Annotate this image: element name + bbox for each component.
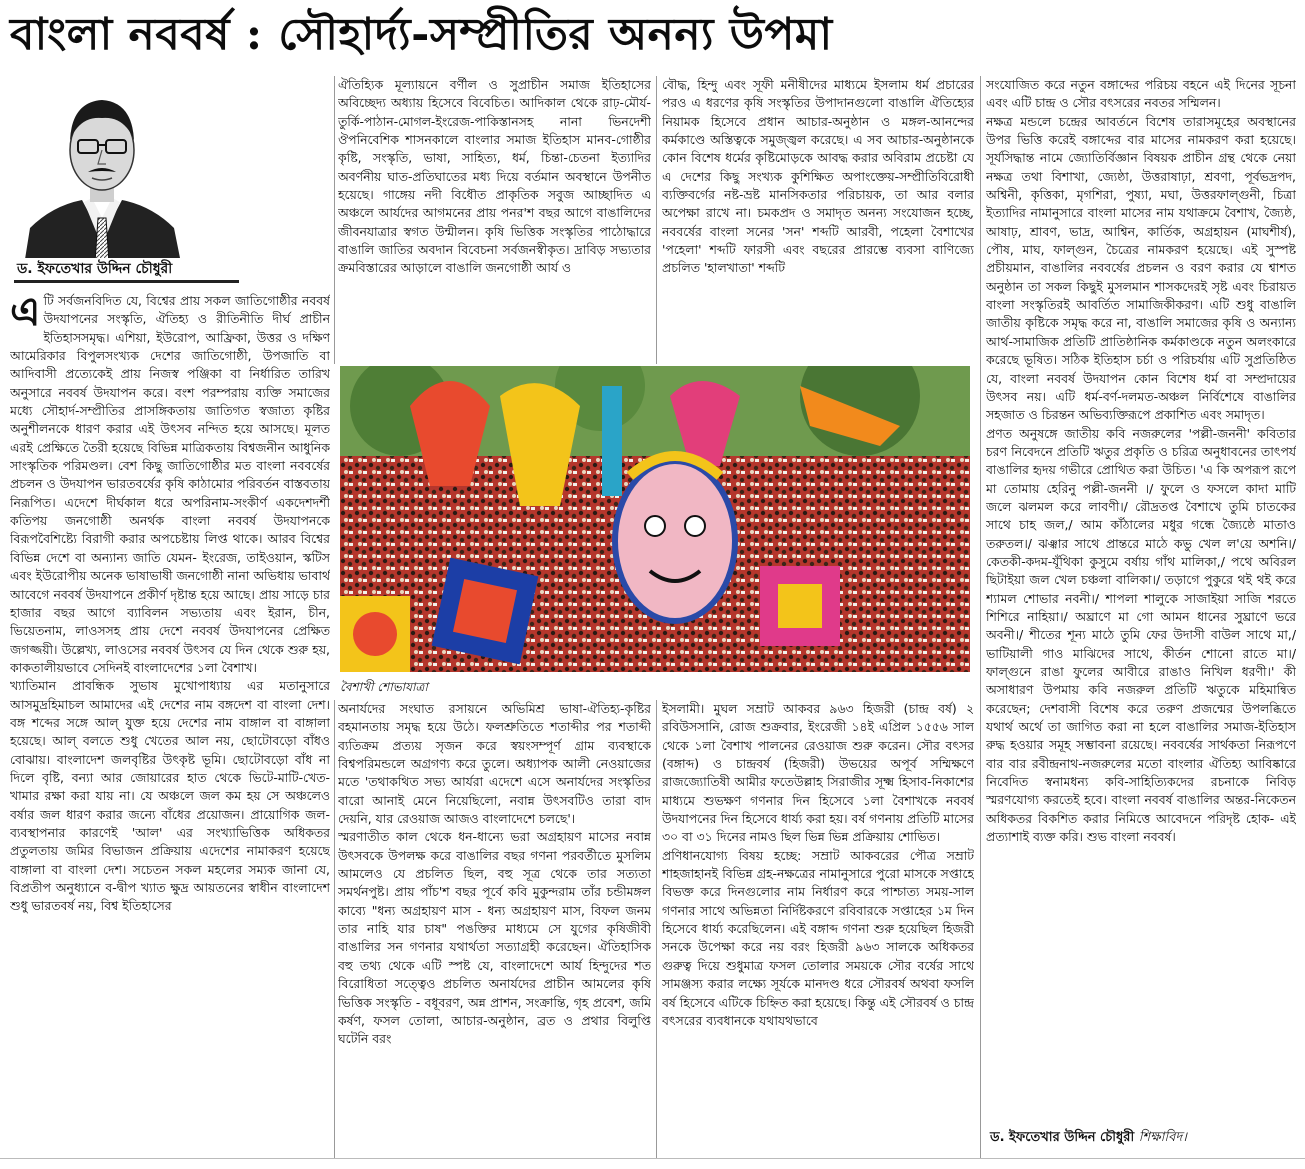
col3-top-paragraph: বৌদ্ধ, হিন্দু এবং সূফী মনীষীদের মাধ্যমে ইসলাম ধর্ম প্রচারের পরও এ ধরণের কৃষি সংস্কৃতির উপাদানগুলো বাঙালি ঐতিহ্যের নিয়ামক হিসেবে প্রধান আচার-অনুষ্ঠান ও মঙ্গল-আনন্দের কর্মকাণ্ডে অস্তিত্বকে সমুজ্জ্বল করেছে। এ সব আচার-অনুষ্ঠানকে কোন বিশেষ ধর্মের কৃষ্টিমোড়কে আবদ্ধ করার অবিরাম প্রচেষ্টা যে এ দেশের কিছু সংখ্যক কুশিক্ষিত অপাংক্তেয়-সম্প্রীতিবিরোধী ব্যক্তিবর্গের নষ্ট-ভ্রষ্ট মানসিকতার পরিচায়ক, তা আর বলার অপেক্ষা রাখে না। চমকপ্রদ ও সমাদৃত অনন্য সংযোজন হচ্ছে, নববর্ষের বাংলা সনের 'সন' শব্দটি আরবী, পহেলা বৈশাখের 'পহেলা' শব্দটি ফারসী এবং বছরের প্রারম্ভে ব্যবসা বাণিজ্যে প্রচলিত 'হালখাতা' শব্দটি: [662, 77, 974, 276]
col1-paragraph-2: খ্যাতিমান প্রাবন্ধিক সুভাষ মুখোপাধ্যায় এর মতানুসারে আসমুদ্রহিমাচল আমাদের এই দেশের নাম বঙ্গদেশ বা বাংলা দেশ। বঙ্গ শব্দের সঙ্গে আল্ যুক্ত হয়ে দেশের নাম বাঙ্গাল বা বাঙ্গালা হয়েছে। আল্ বলতে শুধু খেতের আল নয়, ছোটোবড়ো বাঁধও বোঝায়। বাংলাদেশ জলবৃষ্টির উৎকৃষ্ট ভূমি। ছোটোবড়ো বাঁধ না দিলে বৃষ্টি, বন্যা আর জোয়ারের হাত থেকে ভিটে-মাটি-খেত-খামার রক্ষা করা যায় না। যে অঞ্চলে জল কম হয় সে অঞ্চলেও বর্ষার জল ধারণ করার জন্যে বাঁধের প্রয়োজন। প্রায়োগিক জল-ব্যবস্থাপনার কারণেই 'আল' এর সংখ্যাভিত্তিক অধিকতর প্রতুলতায় জমির বিভাজন প্রক্রিয়ায় এদেশের নামাকরণ হয়েছে বাঙ্গালা বা বাংলা দেশ। সচেতন সকল মহলের সম্যক জানা যে, বিপ্রতীপ অনুধ্যানে ব-দ্বীপ খ্যাত ক্ষুদ্র আয়তনের স্বাধীন বাংলাদেশ শুধু ভারতবর্ষ নয়, বিশ্ব ইতিহাসের: [10, 678, 330, 914]
col3-bottom-paragraph-2: প্রণিধানযোগ্য বিষয় হচ্ছে: সম্রাট আকবরের পৌত্র সম্রাট শাহজাহানই বিভিন্ন গ্রহ-নক্ষত্রের নামানুসারে পুরো মাসকে সপ্তাহে বিভক্ত করে দিনগুলোর নাম নির্ধারণ করে পাশ্চাত্য সময়-সাল গণনার সাথে অভিন্নতা নির্দিষ্টকরণে রবিবারকে সপ্তাহের ১ম দিন হিসেবে ধার্য্য করেছিলেন। এই বঙ্গাব্দ গণনা শুরু হয়েছিল হিজরী সনকে উপেক্ষা করে নয় বরং হিজরী ৯৬৩ সালকে অধিকতর গুরুত্ব দিয়ে শুধুমাত্র ফসল তোলার সময়কে সৌর বর্ষের সাথে সামঞ্জস্য করার লক্ষ্যে সূর্যকে মানদণ্ড ধরে সৌরবর্ষ অথবা ফসলি বর্ষ হিসেবে এটিকে চিহ্নিত করা হয়েছে। কিন্তু এই সৌরবর্ষ ও চান্দ্র বৎসরের ব্যবধানকে যথাযথভাবে: [662, 847, 974, 1028]
article-column-3-bottom: [662, 700, 974, 1130]
col2-top-paragraph: ঐতিহ্যিক মূল্যায়নে বর্ণীল ও সুপ্রাচীন সমাজ ইতিহাসের অবিচ্ছেদ্য অধ্যায় হিসেবে বিবেচিত। আদিকাল থেকে রাঢ়-মৌর্য-তুর্কি-পাঠান-মোগল-ইংরেজ-পাকিস্তানসহ নানা ভিনদেশী ঔপনিবেশিক শাসনকালে বাংলার সমাজ ইতিহাস মানব-গোষ্ঠীর কৃষ্টি, সংস্কৃতি, ভাষা, সাহিত্য, ধর্ম, চিন্তা-চেতনা ইত্যাদির অবর্ণনীয় ঘাত-প্রতিঘাতের মধ্য দিয়ে বর্তমান অবস্থানে উপনীত হয়েছে। গাঙ্গেয় নদী বিধৌত প্রাকৃতিক সবুজ আচ্ছাদিত এ অঞ্চলে আর্যদের আগমনের প্রায় পনর'শ বছর আগে বাঙালিদের জীবনযাত্রার স্বগত উন্মীলন। কৃষি ভিত্তিক সংস্কৃতির পাঠোদ্ধারে বাঙালি জাতির অবদান বিবেচনা সর্বজনস্বীকৃত। দ্রাবিড় সভ্যতার ক্রমবিস্তারের আড়ালে বাঙালি জনগোষ্ঠী আর্য ও: [338, 77, 651, 276]
col1-p1-text: টি সর্বজনবিদিত যে, বিশ্বের প্রায় সকল জাতিগোষ্ঠীর নববর্ষ উদযাপনের সংস্কৃতি, ঐতিহ্য ও রীতিনীতি দীর্ঘ প্রাচীন ইতিহাসসমৃদ্ধ। এশিয়া, ইউরোপ, আফ্রিকা, উত্তর ও দক্ষিণ আমেরিকার বিপুলসংখ্যক দেশের জাতিগোষ্ঠী, উপজাতি বা আদিবাসী প্রত্যেকেই প্রায় নিজস্ব পঞ্জিকা বা নির্ধারিত তারিখ অনুসারে নববর্ষ উদযাপন করে। বংশ পরম্পরায় ব্যক্তি সমাজের মধ্যে সৌহার্দ-সম্প্রীতির প্রাসঙ্গিকতায় জাতিগত স্বজাত্য কৃষ্টির অনুশীলনকে ধারণ করার এই উৎসব নন্দিত হয়ে আসছে। মূলত এরই প্রেক্ষিতে তৈরী হয়েছে বিভিন্ন মাত্রিকতায় বিশ্বজনীন আধুনিক সাংস্কৃতিক পরিমণ্ডল। বেশ কিছু জাতিগোষ্ঠীর মত বাংলা নববর্ষের প্রচলন ও উদযাপন ভারতবর্ষের কৃষি কাঠামোর পরিবর্তন বাস্তবতায় নিরূপিত। এদেশে দীর্ঘকাল ধরে অপরিনাম-সংকীর্ণ একদেশদর্শী কতিপয় জনগোষ্ঠী অনর্থক বাংলা নববর্ষ উদযাপনকে বিরূপবৈশিষ্ট্যে বিরাগী করার অপচেষ্টায় লিপ্ত থাকে। আরব বিশ্বের বিভিন্ন দেশে বা অন্যান্য জাতি যেমন- ইংরেজ, তাইওয়ান, স্কটিস এবং ইউরোপীয় অনেক ভাষাভাষী জনগোষ্ঠী নানা অভিধায় ভাবার্থ আবেগে নববর্ষ উদযাপনে প্রকীর্ণ দৃষ্টান্ত হয়ে আছে। প্রায় সাড়ে চার হাজার বছর আগে ব্যাবিলন সভ্যতায় এবং ইরান, চীন, ভিয়েতনাম, লাওসসহ প্রায় দেশে নববর্ষ উদযাপনের প্রেক্ষিত জগজ্জয়ী। উল্লেখ্য, লাওসের নববর্ষ উৎসব যে দিন থেকে শুরু হয়, কাকতালীয়ভাবে সেদিনই বাংলাদেশের ১লা বৈশাখ।: [10, 293, 330, 675]
col4-paragraph-2: নক্ষত্র মন্ডলে চন্দ্রের আবর্তনে বিশেষ তারাসমূহের অবস্থানের উপর ভিত্তি করেই বঙ্গাব্দের বার মাসের নামকরণ করা হয়েছে। সূর্যসিদ্ধান্ত নামে জ্যোতির্বিজ্ঞান বিষয়ক প্রাচীন গ্রন্থ থেকে নেয়া নক্ষত্র তথা বিশাখা, জ্যেষ্ঠা, উত্তরাষাঢ়া, শ্রবণা, পূর্বভদ্রপদ, অশ্বিনী, কৃত্তিকা, মৃগশিরা, পুষ্যা, মঘা, উত্তরফাল্গুনী, চিত্রা ইত্যাদির নামানুসারে বাংলা মাসের নাম যথাক্রমে বৈশাখ, জ্যৈষ্ঠ, আষাঢ়, শ্রাবণ, ভাদ্র, আশ্বিন, কার্তিক, অগ্রহায়ন (মাঘশীর্ষ), পৌষ, মাঘ, ফাল্গুন, চৈত্রের নামকরণ হয়েছে। এই সুস্পষ্ট প্রচীয়মান, বাঙালির নববর্ষের প্রচলন ও বরণ করার যে শ্বাশত অনুষ্ঠান তা সকল কিছুই মুসলমান শাসকদেরই সৃষ্ট এবং চিরায়ত বাংলা সংস্কৃতিরই আবর্তিত সামাজিকীকরণ। এটি শুধু বাঙালি জাতীয় কৃষ্টিকে সমৃদ্ধ করে না, বাঙালি সমাজের কৃষি ও অন্যান্য আর্থ-সামাজিক প্রতিটি প্রাতিষ্ঠানিক কর্মকাণ্ডকে নতুন অলংকারে করেছে ভূষিত। সঠিক ইতিহাস চর্চা ও পরিচর্যায় এটি সুপ্রতিষ্ঠিত যে, বাংলা নববর্ষ উদযাপন কোন বিশেষ ধর্ম বা সম্প্রদায়ের উৎসব নয়। এটি ধর্ম-বর্ণ-দলমত-অঞ্চল নির্বিশেষে বাঙালির সহজাত ও চিরন্তন অভিব্যক্তিরূপে প্রকাশিত এবং সমাদৃত।: [986, 113, 1296, 423]
article-column-3-top: [662, 76, 974, 360]
signature-role: শিক্ষাবিদ।: [1138, 1130, 1187, 1145]
column-divider: [980, 76, 981, 1158]
signature-name: ড. ইফতেখার উদ্দিন চৌধুরী: [990, 1130, 1135, 1145]
col2-bottom-paragraph-1: অনার্যদের সংঘাত রসায়নে অভিমিশ্র ভাষা-ঐতিহ্য-কৃষ্টির বহমানতায় সমৃদ্ধ হয়ে উঠে। ফলশ্রুতিতে শতাব্দীর পর শতাব্দী ব্যতিক্রম প্রত্যয় সৃজন করে স্বয়ংসম্পূর্ণ গ্রাম ব্যবস্থাকে বিশ্বপরিমন্ডলে অগ্রগণ্য করে তুলে। অধ্যাপক আলী নেওয়াজের মতে 'তথাকথিত সভ্য আর্যরা এদেশে এসে অনার্যদের সংস্কৃতির বারো আনাই মেনে নিয়েছিলো, নবান্ন উৎসবটিও তারা বাদ দেয়নি, যার রেওয়াজ আজও বাংলাদেশে চলছে'।: [338, 701, 651, 827]
article-column-2-top: [338, 76, 651, 360]
article-column-1: [10, 292, 330, 1164]
procession-photo: [340, 366, 970, 672]
column-divider: [656, 700, 657, 1158]
photo-caption: বৈশাখী শোভাযাত্রা: [340, 680, 428, 694]
column-divider: [656, 76, 657, 364]
col4-paragraph-1: সংযোজিত করে নতুন বঙ্গাব্দের পরিচয় বহনে এই দিনের সূচনা এবং এটি চান্দ্র ও সৌর বৎসরের নবতর সম্মিলন।: [986, 77, 1296, 111]
column-divider: [334, 76, 335, 364]
article-column-2-bottom: [338, 700, 651, 1164]
col2-bottom-paragraph-2: স্মরণাতীত কাল থেকে ধন-ধান্যে ভরা অগ্রহায়ণ মাসের নবান্ন উৎসবকে উপলক্ষ করে বাঙালির বছর গণনা পরবর্তীতে মুসলিম আমলেও যে প্রচলিত ছিল, বহু সূত্র থেকে তার সত্যতা সমর্থনপুষ্ট। প্রায় পাঁচ'শ বছর পূর্বে কবি মুকুন্দরাম তাঁর চন্ডীমঙ্গল কাব্যে "ধন্য অগ্রহায়ণ মাস - ধন্য অগ্রহায়ণ মাস, বিফল জনম তার নাহি যার চাষ" পঙক্তির মাধ্যমে সে যুগের কৃষিজীবী বাঙালির সন গণনার যথার্থতা সত্যাগ্রহী করেছেন। ঐতিহাসিক বহু তথ্য থেকে এটি স্পষ্ট যে, বাংলাদেশে আর্য হিন্দুদের শত বিরোধিতা সত্ত্বেও প্রচলিত অনার্যদের প্রাচীন আমলের কৃষি ভিত্তিক সংস্কৃতি - বধূবরণ, অন্ন প্রাশন, সংক্রান্তি, গৃহ প্রবেশ, জমি কর্ষণ, ফসল তোলা, আচার-অনুষ্ঠান, ব্রত ও প্রথার বিলুপ্তি ঘটেনি বরং: [338, 829, 651, 1047]
headline: বাংলা নববর্ষ : সৌহার্দ্য-সম্প্রীতির অনন্য উপমা: [10, 9, 833, 60]
author-byline: ড. ইফতেখার উদ্দিন চৌধুরী: [14, 258, 239, 283]
page-bottom-rule: [0, 1158, 1305, 1159]
drop-cap: এ: [10, 292, 41, 335]
col3-bottom-paragraph-1: ইসলামী। মুঘল সম্রাট আকবর ৯৬৩ হিজরী (চান্দ্র বর্ষ) ২ রবিউসসানি, রোজ শুক্রবার, ইংরেজী ১৪ই এপ্রিল ১৫৫৬ সাল থেকে ১লা বৈশাখ পালনের রেওয়াজ শুরু করেন। সৌর বৎসর (বঙ্গাব্দ) ও চান্দ্রবর্ষ (হিজরী) উভয়ের অপূর্ব সম্মিক্ষণে রাজজ্যোতিষী আমীর ফতেউল্লাহ সিরাজীর সূক্ষ্ম হিসাব-নিকাশের মাধ্যমে শুভক্ষণ গণনার দিন হিসেবে ১লা বৈশাখকে নববর্ষ উদযাপনের দিন হিসেবে ধার্য্য করা হয়। বর্ষ গণনায় প্রতিটি মাসের ৩০ বা ৩১ দিনের নামও ছিল ভিন্ন ভিন্ন প্রক্রিয়ায় শোভিত।: [662, 701, 974, 845]
author-portrait: [12, 78, 192, 278]
column-divider: [334, 700, 335, 1158]
col1-paragraph-1: [10, 292, 330, 677]
author-signature: [990, 1127, 1290, 1149]
col4-paragraph-3: প্রণত অনুষঙ্গে জাতীয় কবি নজরুলের 'পল্লী-জননী' কবিতার চরণ নিবেদনে প্রতিটি ঋতুর প্রকৃতি ও চরিত্র অনুধাবনের তাৎপর্য বাঙালির হৃদয় গভীরে প্রোথিত করা উচিত। 'এ কি অপরূপ রূপে মা তোমায় হেরিনু পল্লী-জননী ।/ ফুলে ও ফসলে কাদা মাটি জলে ঝলমল করে লাবণী।/ রৌদ্রতপ্ত বৈশাখে তুমি চাতকের সাথে চাহ জল,/ আম কাঁঠালের মধুর গন্ধে জ্যৈষ্ঠে মাতাও তরুতল।/ ঝঞ্ঝার সাথে প্রান্তরে মাঠে কভু খেল ল'য়ে অশনি।/ কেতকী-কদম-যূঁথিকা কুসুমে বর্ষায় গাঁথ মালিকা,/ পথে অবিরল ছিটাইয়া জল খেল চঞ্চলা বালিকা।/ তড়াগে পুকুরে থই থই করে শ্যামল শোভার নবনী।/ শাপলা শালুকে সাজাইয়া সাজি শরতে শিশিরে নাহিয়া।/ অঘ্রাণে মা গো আমন ধানের সুঘ্রাণে ভরে অবনী।/ শীতের শূন্য মাঠে তুমি ফের উদাসী বাউল সাথে মা,/ ভাটিয়ালী গাও মাঝিদের সাথে, কীর্তন শোনো রাতে মা।/ ফাল্গুনে রাঙা ফুলের আবীরে রাঙাও নিখিল ধরণী।' কী অসাধারণ উপমায় কবি নজরুল প্রতিটি ঋতুকে মহিমান্বিত করেছেন; দেশবাসী বিশেষ করে তরুণ প্রজন্মের উপলব্ধিতে যথার্থ অর্থে তা জাগিত করা না হলে বাঙালির সমাজ-ইতিহাস রুদ্ধ হওয়ার সমূহ সম্ভাবনা রয়েছে। নববর্ষের সার্থকতা নিরূপণে বার বার রবীন্দ্রনাথ-নজরুলের মতো বাংলার ঐতিহ্য আবিষ্কারে নিবেদিত স্বনামধন্য কবি-সাহিত্যিকদের রচনাকে নিবিড় স্মরণযোগ্য করতেই হবে। বাংলা নববর্ষ বাঙালির অন্তর-নিকেতন অধিকতর বিকশিত করার নিমিত্তে আবেদনে পরিদৃষ্ট হোক- এই প্রত্যাশাই ব্যক্ত করি। শুভ বাংলা নববর্ষ।: [986, 425, 1296, 845]
article-column-4: [986, 76, 1296, 1136]
